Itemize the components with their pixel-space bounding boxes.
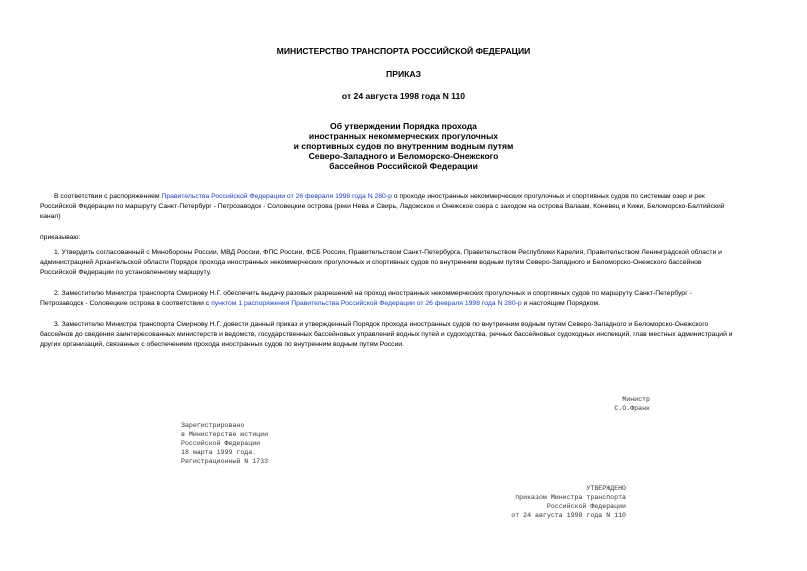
preamble-text-after: о проходе иностранных некоммерческих прогулочных и спортивных судов по системам озер и рек	[391, 193, 705, 200]
government-order-link[interactable]: Правительства Российской Федерации от 26 февраля 1998 года N 280-р	[161, 193, 392, 200]
item-2-line-1: 2. Заместителю Министра транспорта Смирнову Н.Г. обеспечить выдачу разовых разрешений на проход иностранных некоммерческих прогулочных и спортивных судов по маршруту Санкт-Петербург -	[54, 290, 692, 297]
item-2-text: Петрозаводск - Соловецкие острова в соответствии с	[40, 300, 212, 307]
item-3-line-1: 3. Заместителю Министра транспорта Смирнову Н.Г. довести данный приказ и утвержденный Порядок прохода иностранных судов по внутренним водным путям Северо-Западного и Беломорско-Онежского	[54, 321, 709, 328]
doc-title-line-4: Северо-Западного и Беломорско-Онежского	[308, 151, 499, 161]
signature-position: Министр	[622, 396, 650, 403]
registration-line-1: Зарегистрировано	[181, 422, 245, 429]
ministry-heading: МИНИСТЕРСТВО ТРАНСПОРТА РОССИЙСКОЙ ФЕДЕРАЦИИ	[276, 46, 531, 56]
preamble-line-3: канал)	[40, 213, 61, 220]
registration-line-4: 18 марта 1999 года.	[181, 449, 257, 456]
item-1-line-2: администрацией Архангельской области Порядок прохода иностранных некоммерческих прогулочных и спортивных судов по внутренним водным путям Северо-Западного и Беломорско-Онежского бассейнов	[40, 259, 702, 266]
preamble-line-2: Российской Федерации по маршруту Санкт-Петербург - Петрозаводск - Соловецкие острова (реки Нева и Свирь, Ладожское и Онежское озера с заходом на острова Валаам, Коневец и Кижи, Беломорско-Балтийский	[40, 203, 725, 210]
doc-title-line-3: и спортивных судов по внутренним водным путям	[293, 141, 514, 151]
item-1-line-1: 1. Утвердить согласованный с Минобороны России, МВД России, ФПС России, ФСБ России, Правительством Санкт-Петербурга, Правительством Республики Карелия, Правительством Ленинградской области и	[54, 249, 722, 256]
approval-line-4: от 24 августа 1998 года N 110	[511, 512, 626, 519]
government-order-item-link[interactable]: пунктом 1 распоряжения Правительства Российской Федерации от 26 февраля 1998 года N 280-р	[211, 300, 522, 307]
item-3-line-3: других организаций, связанных с обеспечением прохода иностранных судов по внутренним водным путям России.	[40, 341, 405, 348]
doc-title-line-2: иностранных некоммерческих прогулочных	[308, 131, 499, 141]
registration-line-5: Регистрационный N 1733	[181, 458, 269, 465]
approval-line-1: УТВЕРЖДЕНО	[586, 485, 626, 492]
doc-type-heading: ПРИКАЗ	[386, 69, 421, 79]
order-word: приказываю:	[40, 234, 81, 241]
doc-date-number: от 24 августа 1998 года N 110	[341, 91, 466, 101]
item-2-text-after: и настоящим Порядком.	[521, 300, 601, 307]
item-2-line-2	[40, 299, 770, 308]
approval-line-2: приказом Министра транспорта	[515, 494, 626, 501]
registration-line-2: в Министерстве юстиции	[181, 431, 269, 438]
doc-title-line-5: бассейнов Российской Федерации	[329, 161, 478, 171]
signature-name: С.О.Франк	[614, 405, 650, 412]
preamble-text: В соответствии с распоряжением	[54, 193, 162, 200]
doc-title-line-1: Об утверждении Порядка прохода	[330, 121, 477, 131]
approval-line-3: Российской Федерации	[546, 503, 626, 510]
registration-line-3: Российской Федерации	[181, 440, 261, 447]
item-3-line-2: бассейнов до сведения заинтересованных министерств и ведомств, государственных бассейновых управлений водных путей и судоходства, речных бассейновых судоходных инспекций, глав местных администраций и	[40, 331, 733, 338]
preamble-line-1	[40, 192, 770, 201]
item-1-line-3: Российской Федерации по установленному маршруту.	[40, 269, 212, 276]
